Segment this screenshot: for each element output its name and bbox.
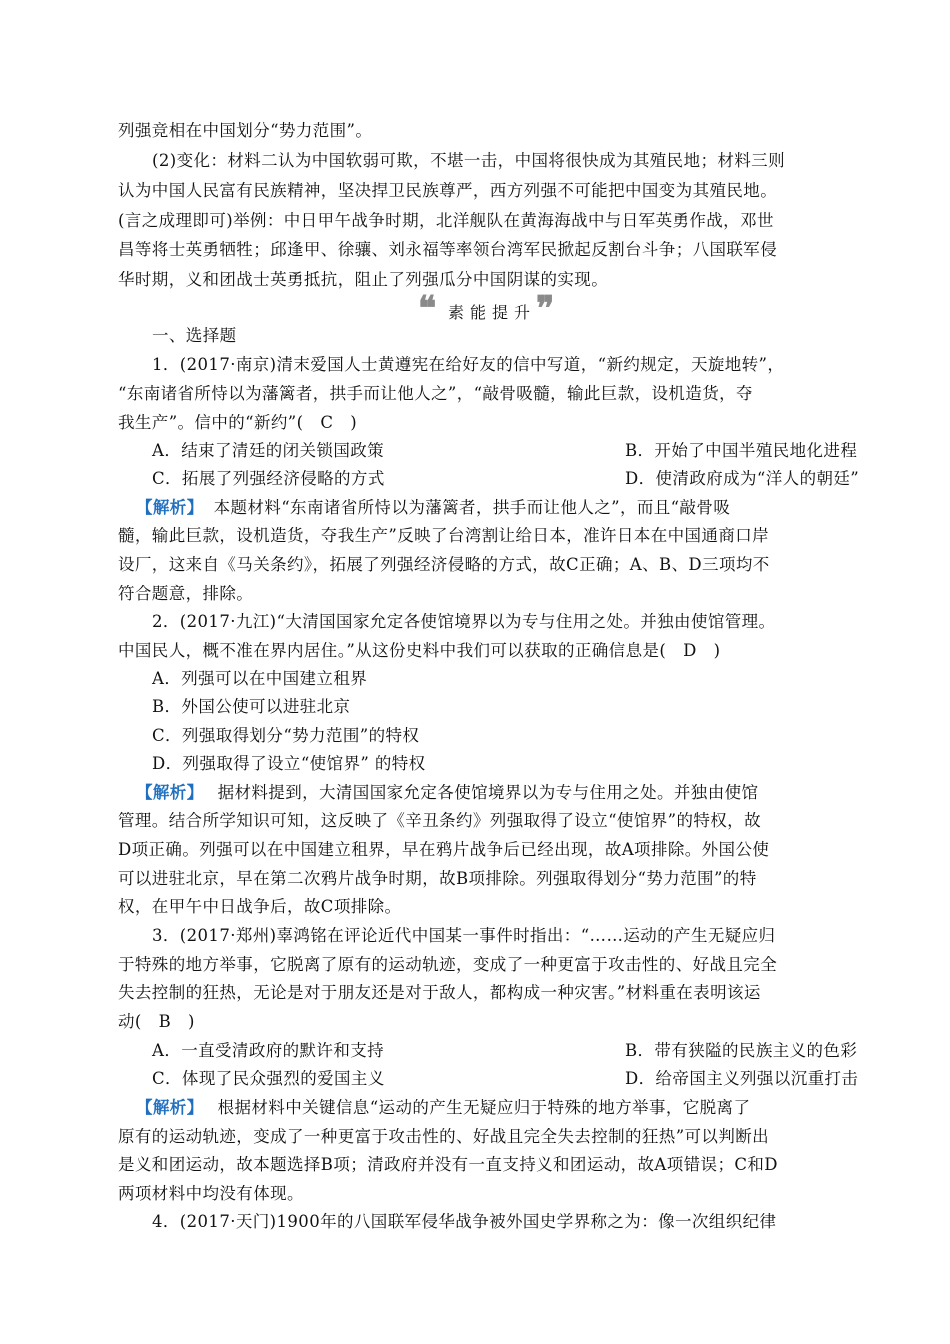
option-c: C．拓展了列强经济侵略的方式	[152, 469, 385, 488]
text-line: 昌等将士英勇牺牲；邱逢甲、徐骧、刘永福等率领台湾军民掀起反割台斗争；八国联军侵	[118, 240, 778, 259]
explanation-text: 根据材料中关键信息“运动的产生无疑应归于特殊的地方举事，它脱离了	[217, 1098, 751, 1117]
question-4-line: 4．(2017·天门)1900年的八国联军侵华战争被外国史学界称之为：像一次组织纪律	[152, 1212, 777, 1231]
option-d: D．使清政府成为“洋人的朝廷”	[625, 469, 860, 488]
text-line: 列强竞相在中国划分“势力范围”。	[118, 121, 373, 140]
text-line: (言之成理即可)举例：中日甲午战争时期，北洋舰队在黄海海战中与日军英勇作战，邓世	[118, 211, 774, 230]
option-b: B．外国公使可以进驻北京	[152, 697, 351, 716]
question-3-line: 于特殊的地方举事，它脱离了原有的运动轨迹，变成了一种更富于攻击性的、好战且完全	[118, 955, 778, 974]
question-3-line: 3．(2017·郑州)辜鸿铭在评论近代中国某一事件时指出：“……运动的产生无疑应归	[152, 926, 776, 945]
close-quote-icon: ❞	[536, 289, 555, 329]
option-a: A．列强可以在中国建立租界	[152, 669, 368, 688]
explanation-line	[136, 498, 730, 518]
question-1-line: 1．(2017·南京)清末爱国人士黄遵宪在给好友的信中写道，“新约规定，天旋地转”，	[152, 355, 785, 374]
option-b: B．开始了中国半殖民地化进程	[625, 441, 858, 460]
question-1-line: “东南诸省所恃以为藩篱者，拱手而让他人之”，“敲骨吸髓，输此巨款，设机造货，夺	[118, 384, 753, 403]
section-heading: 一、选择题	[152, 326, 237, 345]
explanation-line: 两项材料中均没有体现。	[118, 1184, 304, 1203]
option-c: C．体现了民众强烈的爱国主义	[152, 1069, 385, 1088]
explanation-line: 可以进驻北京，早在第二次鸦片战争时期，故B项排除。列强取得划分“势力范围”的特	[118, 869, 757, 888]
option-row	[152, 441, 858, 461]
option-b: B．带有狭隘的民族主义的色彩	[625, 1041, 858, 1060]
explanation-line: 原有的运动轨迹，变成了一种更富于攻击性的、好战且完全失去控制的狂热”可以判断出	[118, 1127, 770, 1146]
question-1-line: 我生产”。信中的“新约”( C )	[118, 413, 358, 432]
text-line: 华时期，义和团战士英勇抵抗，阻止了列强瓜分中国阴谋的实现。	[118, 270, 609, 289]
option-c: C．列强取得划分“势力范围”的特权	[152, 726, 420, 745]
explanation-line: 权，在甲午中日战争后，故C项排除。	[118, 897, 402, 916]
explanation-line: 是义和团运动，故本题选择B项；清政府并没有一直支持义和团运动，故A项错误；C和D	[118, 1155, 778, 1174]
question-3-line: 动( B )	[118, 1012, 195, 1031]
option-d: D．给帝国主义列强以沉重打击	[625, 1069, 859, 1088]
option-row	[152, 469, 860, 489]
explanation-line	[136, 1098, 750, 1118]
explanation-line: D项正确。列强可以在中国建立租界，早在鸦片战争后已经出现，故A项排除。外国公使	[118, 840, 770, 859]
explanation-line: 符合题意，排除。	[118, 584, 254, 603]
question-2-line: 中国民人，概不准在界内居住。”从这份史料中我们可以获取的正确信息是( D )	[118, 641, 721, 660]
explanation-text: 本题材料“东南诸省所恃以为藩篱者，拱手而让他人之”，而且“敲骨吸	[213, 498, 731, 517]
banner-title: 素能提升	[448, 303, 537, 322]
option-row	[152, 1041, 858, 1061]
question-2-line: 2．(2017·九江)“大清国国家允定各使馆境界以为专与住用之处。并独由使馆管理。	[152, 612, 776, 631]
explanation-line: 管理。结合所学知识可知，这反映了《辛丑条约》列强取得了设立“使馆界”的特权，故	[118, 811, 761, 830]
section-banner	[418, 289, 568, 329]
explanation-line: 设厂，这来自《马关条约》，拓展了列强经济侵略的方式，故C正确；A、B、D三项均不	[118, 555, 770, 574]
text-line: (2)变化：材料二认为中国软弱可欺，不堪一击，中国将很快成为其殖民地；材料三则	[152, 151, 785, 170]
explanation-tag: 【解析】	[136, 498, 204, 517]
explanation-tag: 【解析】	[136, 783, 204, 802]
option-a: A．结束了清廷的闭关锁国政策	[152, 441, 385, 460]
text-line: 认为中国人民富有民族精神，坚决捍卫民族尊严，西方列强不可能把中国变为其殖民地。	[118, 181, 778, 200]
option-d: D．列强取得了设立“使馆界” 的特权	[152, 754, 426, 773]
open-quote-icon: ❝	[418, 289, 437, 329]
option-a: A．一直受清政府的默许和支持	[152, 1041, 385, 1060]
option-row	[152, 1069, 859, 1089]
explanation-tag: 【解析】	[136, 1098, 204, 1117]
explanation-text: 据材料提到，大清国国家允定各使馆境界以为专与住用之处。并独由使馆	[217, 783, 759, 802]
explanation-line: 髓，输此巨款，设机造货，夺我生产”反映了台湾割让给日本，准许日本在中国通商口岸	[118, 526, 770, 545]
explanation-line	[136, 783, 758, 803]
question-3-line: 失去控制的狂热，无论是对于朋友还是对于敌人，都构成一种灾害。”材料重在表明该运	[118, 983, 761, 1002]
